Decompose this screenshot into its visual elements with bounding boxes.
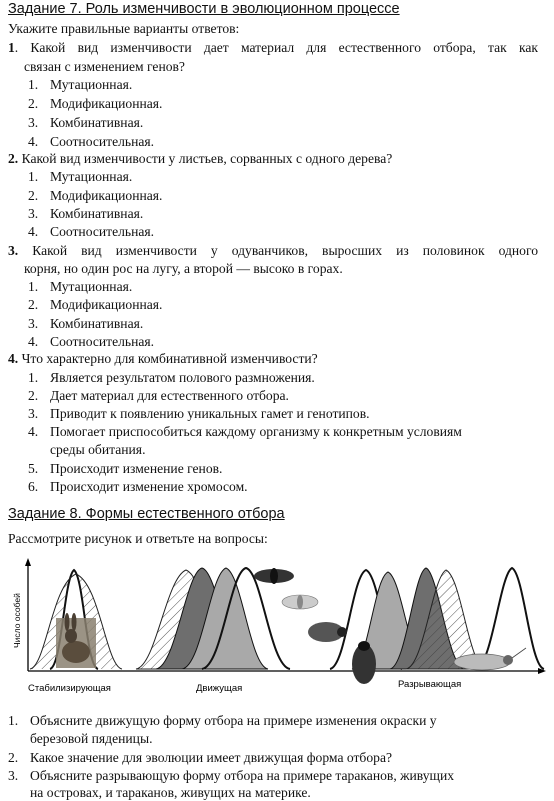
q2-option-2: 2. Модификационная.	[28, 188, 163, 203]
q2-number: 2.	[8, 151, 19, 166]
task7-instruction: Укажите правильные варианты ответов:	[8, 21, 240, 36]
q1-option-3: 3. Комбинативная.	[28, 115, 144, 130]
q3-text-line2: корня, но один рос на лугу, а второй — высоко в горах.	[24, 261, 343, 276]
q1-text: . Какой вид изменчивости дает материал для естественного отбора, так как	[14, 40, 538, 55]
q2-option-4: 4. Соотносительная.	[28, 224, 155, 239]
beetle-image-1	[308, 622, 347, 642]
t8-question-3-line1: 3. Объясните разрывающую форму отбора на примере тараканов, живущих	[8, 768, 455, 783]
q1-option-2: 2. Модификационная.	[28, 96, 163, 111]
hare-image	[56, 613, 96, 668]
t8-question-1-line1: 1. Объясните движущую форму отбора на примере изменения окраски у	[8, 713, 437, 728]
moth-dark-image	[254, 568, 294, 584]
q1-number: 1	[8, 40, 15, 55]
q4-text: Что характерно для комбинативной изменчивости?	[18, 351, 318, 366]
t8-question-2: 2. Какое значение для эволюции имеет движущая форма отбора?	[8, 750, 393, 765]
q3-text-line1	[8, 242, 538, 259]
q2-text-line1	[8, 150, 392, 167]
q4-text-line1	[8, 350, 318, 367]
q1-option-1: 1. Мутационная.	[28, 77, 133, 92]
q3-option-1: 1. Мутационная.	[28, 279, 133, 294]
q2-text: Какой вид изменчивости у листьев, сорванных с одного дерева?	[18, 151, 393, 166]
q3-option-4: 4. Соотносительная.	[28, 334, 155, 349]
disruptive-label: Разрывающая	[398, 679, 462, 690]
y-axis-label: Число особей	[12, 593, 22, 648]
q4-option-1: 1. Является результатом полового размножения.	[28, 370, 315, 385]
q1-text-line1	[8, 39, 538, 56]
q4-option-2: 2. Дает материал для естественного отбора.	[28, 388, 289, 403]
moving-label: Движущая	[196, 683, 243, 694]
q4-option-4: 4. Помогает приспособиться каждому организму к конкретным условиям	[28, 424, 462, 439]
q3-text: Какой вид изменчивости у одуванчиков, выросших из половинок одного	[18, 243, 538, 258]
q4-option-5: 5. Происходит изменение генов.	[28, 461, 223, 476]
t8-question-1-line2: березовой пяденицы.	[30, 731, 153, 746]
q3-option-3: 3. Комбинативная.	[28, 316, 144, 331]
q2-option-1: 1. Мутационная.	[28, 169, 133, 184]
q2-option-3: 3. Комбинативная.	[28, 206, 144, 221]
t8-question-3-line2: на островах, и тараканов, живущих на материке.	[30, 785, 311, 800]
task8-title: Задание 8. Формы естественного отбора	[8, 506, 285, 522]
stabilizing-label: Стабилизирующая	[28, 683, 111, 694]
task8-instruction: Рассмотрите рисунок и ответьте на вопросы:	[8, 531, 268, 546]
q3-option-2: 2. Модификационная.	[28, 297, 163, 312]
q4-number: 4.	[8, 351, 19, 366]
y-axis-arrow	[25, 558, 31, 566]
q3-number: 3.	[8, 243, 19, 258]
selection-figure-svg	[6, 556, 550, 704]
q4-option-6: 6. Происходит изменение хромосом.	[28, 479, 248, 494]
task7-title: Задание 7. Роль изменчивости в эволюционном процессе	[8, 1, 400, 17]
q1-option-4: 4. Соотносительная.	[28, 134, 155, 149]
moth-light-image	[282, 595, 318, 609]
q4-option-3: 3. Приводит к появлению уникальных гамет и генотипов.	[28, 406, 370, 421]
selection-forms-figure	[6, 556, 550, 704]
q4-option-4-cont: среды обитания.	[50, 442, 146, 457]
q1-text-line2: связан с изменением генов?	[24, 59, 185, 74]
